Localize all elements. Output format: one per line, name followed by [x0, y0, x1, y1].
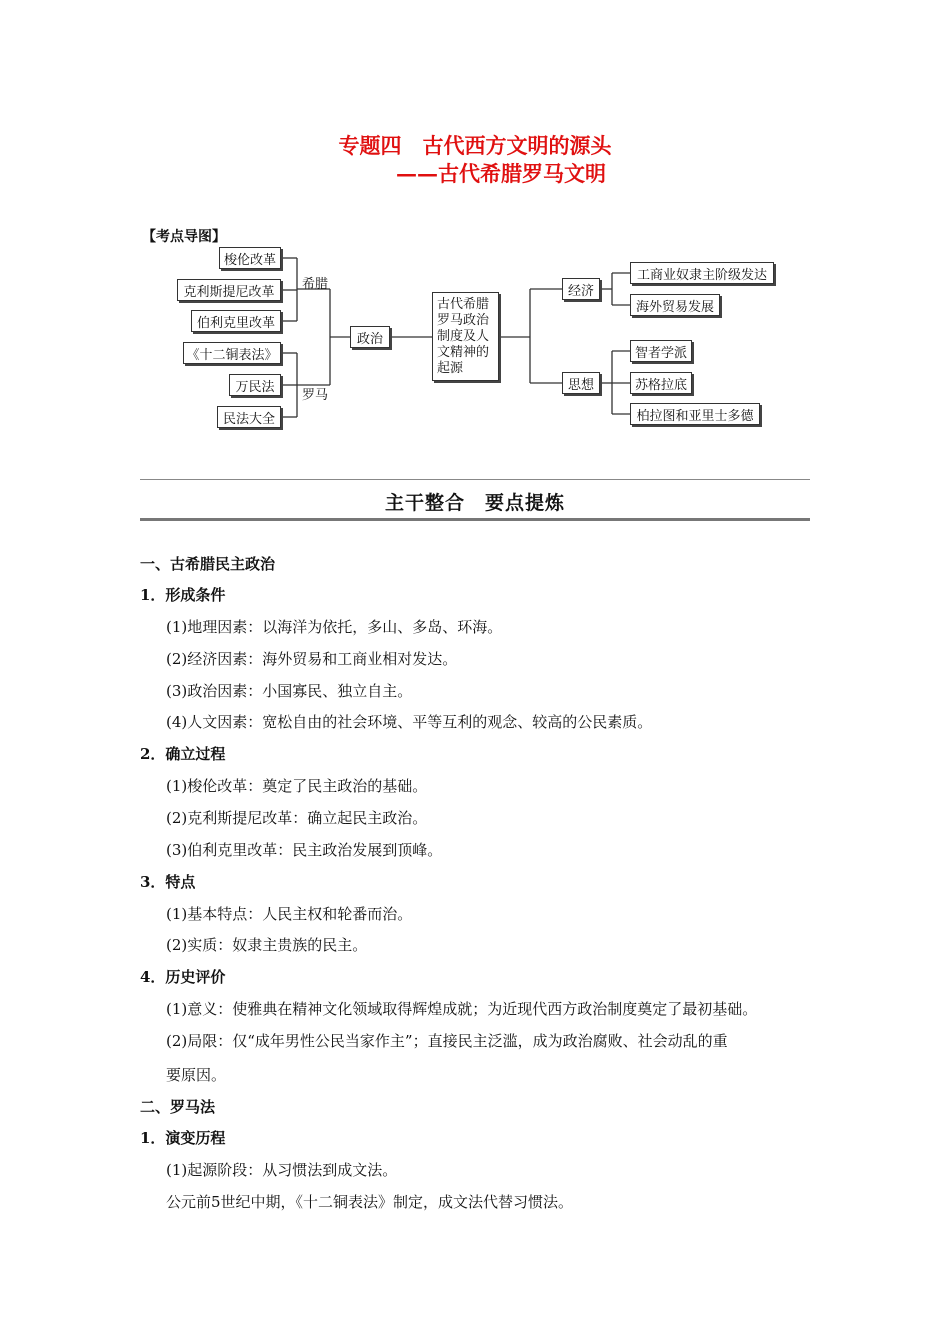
mindmap-node-thought: 思想 [562, 372, 600, 394]
mindmap-node-politics: 政治 [350, 326, 390, 348]
page-title: 专题四 古代西方文明的源头 [338, 133, 612, 158]
list-item: (1)地理因素：以海洋为依托，多山、多岛、环海。 [166, 618, 503, 636]
heading-greek-democracy: 一、古希腊民主政治 [140, 555, 276, 573]
mindmap-node-socrates: 苏格拉底 [630, 372, 692, 394]
list-item: (1)基本特点：人民主权和轮番而治。 [166, 905, 413, 923]
heading-roman-law: 二、罗马法 [140, 1098, 216, 1116]
mindmap-node-overseas-trade: 海外贸易发展 [630, 294, 720, 316]
mindmap-node-economy: 经济 [562, 278, 600, 300]
section-banner [140, 479, 810, 521]
mindmap-node-corpus-juris: 民法大全 [217, 406, 281, 428]
subheading-establishment: 2．确立过程 [140, 745, 226, 763]
banner-bottom-rule [140, 518, 810, 521]
subheading-features: 3．特点 [140, 873, 196, 891]
section-banner-title: 主干整合 要点提炼 [384, 492, 565, 514]
mindmap-node-cleisthenes-reform: 克利斯提尼改革 [177, 279, 281, 301]
list-item-continuation: 要原因。 [166, 1066, 227, 1084]
list-item: (2)克利斯提尼改革：确立起民主政治。 [166, 809, 428, 827]
page-subtitle: ——古代希腊罗马文明 [396, 161, 606, 186]
mindmap-node-sophists: 智者学派 [630, 340, 692, 362]
list-item: (3)政治因素：小国寡民、独立自主。 [166, 682, 413, 700]
mindmap-node-solon-reform: 梭伦改革 [219, 247, 281, 269]
mindmap-label: 【考点导图】 [142, 229, 226, 245]
list-item: (2)经济因素：海外贸易和工商业相对发达。 [166, 650, 458, 668]
mindmap-node-twelve-tables: 《十二铜表法》 [183, 342, 281, 364]
list-item: (3)伯利克里改革：民主政治发展到顶峰。 [166, 841, 443, 859]
banner-top-rule [140, 479, 810, 480]
subheading-evaluation: 4．历史评价 [140, 968, 226, 986]
mindmap-node-center: 古代希腊罗马政治制度及人文精神的起源 [432, 292, 499, 381]
list-item: (1)起源阶段：从习惯法到成文法。 [166, 1161, 398, 1179]
list-item: (2)局限：仅“成年男性公民当家作主”；直接民主泛滥，成为政治腐败、社会动乱的重 [166, 1032, 728, 1050]
subheading-formation-conditions: 1．形成条件 [140, 586, 226, 604]
mindmap-label-rome: 罗马 [302, 388, 329, 403]
list-item: 公元前5世纪中期，《十二铜表法》制定，成文法代替习惯法。 [166, 1193, 574, 1211]
list-item: (4)人文因素：宽松自由的社会环境、平等互利的观念、较高的公民素质。 [166, 713, 653, 731]
mindmap-node-pericles-reform: 伯利克里改革 [191, 310, 281, 332]
mindmap-node-plato-aristotle: 柏拉图和亚里士多德 [630, 403, 760, 425]
mindmap-node-merchant-class: 工商业奴隶主阶级发达 [630, 262, 774, 284]
subheading-evolution: 1．演变历程 [140, 1129, 226, 1147]
list-item: (1)梭伦改革：奠定了民主政治的基础。 [166, 777, 428, 795]
mindmap-label-greece: 希腊 [302, 277, 329, 292]
list-item: (1)意义：使雅典在精神文化领域取得辉煌成就；为近现代西方政治制度奠定了最初基础。 [166, 1000, 758, 1018]
mindmap-node-jus-gentium: 万民法 [229, 374, 281, 396]
list-item: (2)实质：奴隶主贵族的民主。 [166, 936, 368, 954]
